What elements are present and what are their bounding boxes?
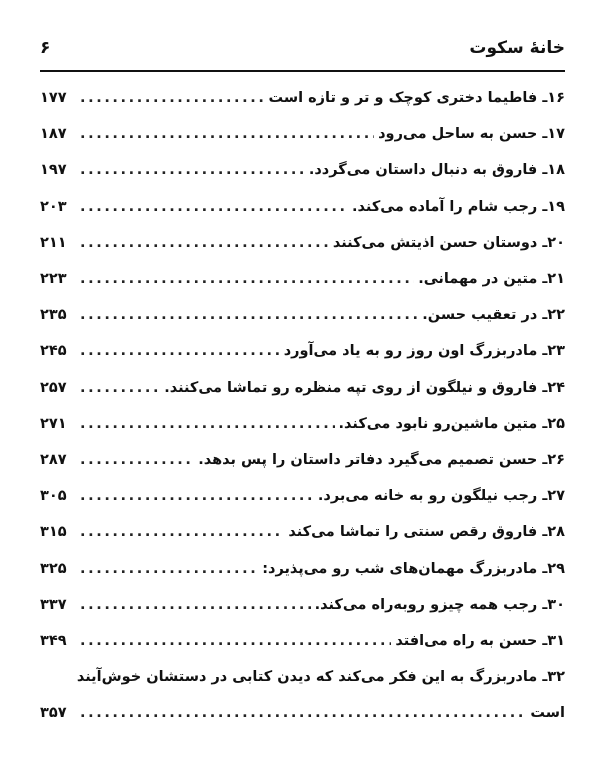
- book-title: خانهٔ سکوت: [469, 38, 565, 58]
- toc-entry-title: ۲۳ـ مادربزرگ اون روز رو به یاد می‌آورد: [283, 343, 565, 360]
- dot-leader: [80, 126, 374, 142]
- dot-leader: [80, 597, 311, 613]
- toc-entry-title: است: [530, 705, 565, 722]
- toc-entry: [40, 225, 565, 261]
- toc-entry-page: ۲۴۵: [40, 343, 67, 360]
- header-divider: [40, 70, 565, 72]
- toc-entry: [40, 189, 565, 225]
- toc-entry-title: ۲۴ـ فاروق و نیلگون از روی تپه منظره رو تماشا می‌کنند.: [164, 379, 565, 396]
- page-number: ۶: [40, 38, 51, 58]
- toc-entry-page: ۱۷۷: [40, 90, 67, 107]
- toc-entry-title: ۲۶ـ حسن تصمیم می‌گیرد دفاتر داستان را پس بدهد.: [198, 451, 565, 468]
- toc-entry: [40, 333, 565, 369]
- toc-entry-page: ۲۲۳: [40, 271, 67, 288]
- toc-entry: [40, 406, 565, 442]
- toc-entry-title: ۲۹ـ مادربزرگ مهمان‌های شب رو می‌پذیرد:: [262, 560, 565, 577]
- toc-entry-title: ۱۷ـ حسن به ساحل می‌رود: [378, 126, 565, 143]
- dot-leader: [80, 561, 258, 577]
- dot-leader: [80, 235, 329, 251]
- toc-entry-page: ۲۰۳: [40, 198, 67, 215]
- toc-entry-title: ۲۵ـ متین ماشین‌رو نابود می‌کند.: [338, 415, 565, 432]
- toc-entry: [40, 659, 565, 695]
- toc-entry-page: ۳۲۵: [40, 560, 67, 577]
- dot-leader: [80, 90, 264, 106]
- toc-entry-page: ۳۱۵: [40, 524, 67, 541]
- dot-leader: [80, 271, 414, 287]
- toc-entry-page: ۲۱۱: [40, 234, 67, 251]
- toc-entry-title: ۳۱ـ حسن به راه می‌افتد: [395, 632, 565, 649]
- toc-entry-page: ۱۸۷: [40, 126, 67, 143]
- toc-entry-title: ۱۸ـ فاروق به دنبال داستان می‌گردد.: [308, 162, 565, 179]
- toc-entry-title: ۲۷ـ رجب نیلگون رو به خانه می‌برد.: [317, 488, 565, 505]
- toc-entry-title: ۳۲ـ مادربزرگ به این فکر می‌کند که دیدن کتابی در دستشان خوش‌آیند: [76, 669, 565, 686]
- dot-leader: [80, 199, 348, 215]
- toc-entry: [40, 297, 565, 333]
- toc-entry: [40, 370, 565, 406]
- toc-entry-title: ۳۰ـ رجب همه چیزو روبه‌راه می‌کند.: [314, 596, 565, 613]
- toc-entry: [40, 478, 565, 514]
- toc-entry-page: ۳۰۵: [40, 488, 67, 505]
- dot-leader: [80, 488, 314, 504]
- dot-leader: [80, 705, 526, 721]
- toc-entry: [40, 587, 565, 623]
- toc-entry-title: ۱۹ـ رجب شام را آماده می‌کند.: [352, 198, 565, 215]
- toc-entry-title: ۱۶ـ فاطیما دختری کوچک و تر و تازه است: [268, 90, 565, 107]
- toc-entry-page: ۳۳۷: [40, 596, 67, 613]
- toc-entry: [40, 514, 565, 550]
- toc-entry-page: ۲۵۷: [40, 379, 67, 396]
- toc-entry-page: ۱۹۷: [40, 162, 67, 179]
- toc-entry-title: ۲۸ـ فاروق رقص سنتی را تماشا می‌کند: [288, 524, 565, 541]
- toc-entry-page: ۲۳۵: [40, 307, 67, 324]
- toc-entry-title: ۲۲ـ در تعقیب حسن.: [422, 307, 565, 324]
- page-header: [40, 32, 565, 64]
- toc-entry-page: ۳۵۷: [40, 705, 67, 722]
- dot-leader: [80, 162, 305, 178]
- table-of-contents: [40, 80, 565, 731]
- toc-entry: [40, 550, 565, 586]
- toc-entry-title: ۲۱ـ متین در مهمانی.: [418, 271, 565, 288]
- toc-entry: [40, 116, 565, 152]
- toc-entry-page: ۲۷۱: [40, 415, 67, 432]
- toc-entry: [40, 442, 565, 478]
- dot-leader: [80, 343, 280, 359]
- dot-leader: [80, 416, 335, 432]
- toc-entry: [40, 261, 565, 297]
- dot-leader: [80, 452, 194, 468]
- toc-entry-page: ۳۴۹: [40, 632, 67, 649]
- toc-entry: [40, 623, 565, 659]
- dot-leader: [80, 380, 160, 396]
- dot-leader: [80, 633, 391, 649]
- toc-entry: [40, 695, 565, 731]
- toc-entry: [40, 152, 565, 188]
- dot-leader: [80, 524, 284, 540]
- dot-leader: [80, 307, 418, 323]
- toc-entry: [40, 80, 565, 116]
- toc-entry-title: ۲۰ـ دوستان حسن اذیتش می‌کنند: [332, 234, 565, 251]
- toc-entry-page: ۲۸۷: [40, 451, 67, 468]
